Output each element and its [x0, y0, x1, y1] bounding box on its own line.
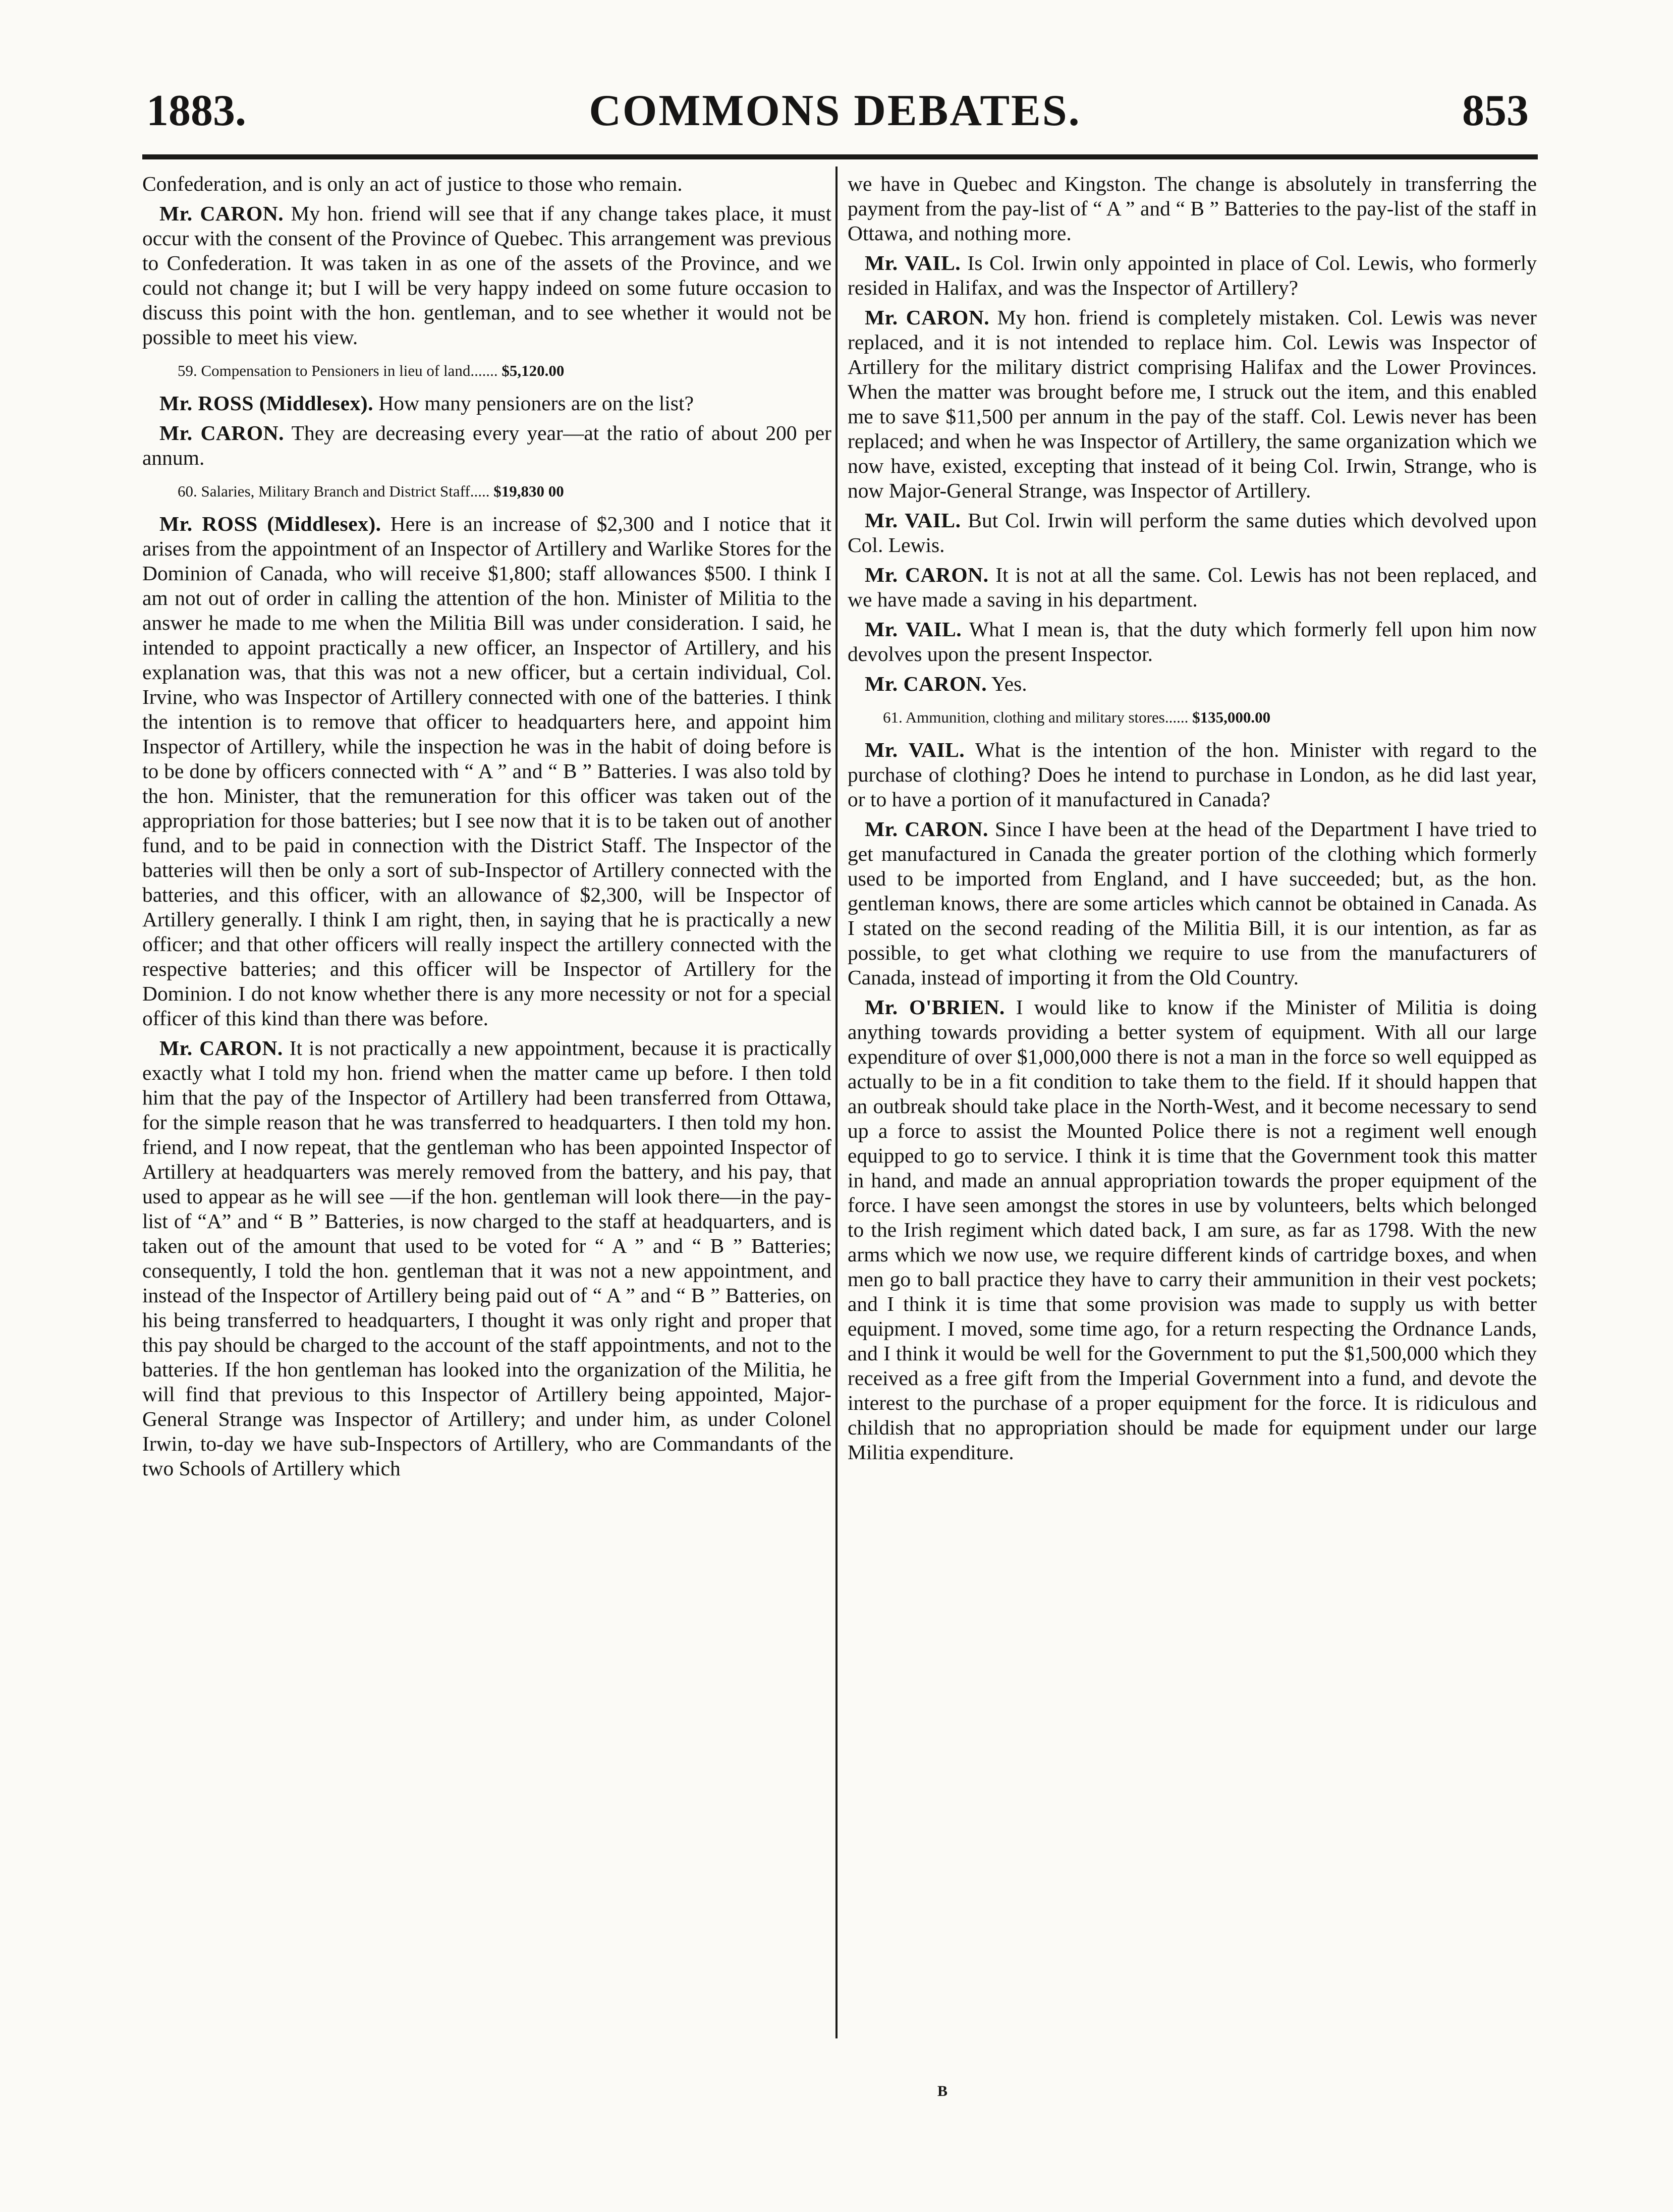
speech-paragraph	[848, 672, 1537, 696]
estimate-item	[142, 361, 831, 381]
column-divider	[835, 167, 838, 2038]
speaker-name: Mr. O'BRIEN.	[865, 996, 1005, 1019]
speaker-name: Mr. CARON.	[865, 817, 988, 841]
speaker-name: Mr. VAIL.	[865, 618, 962, 641]
item-label: 59. Compensation to Pensioners in lieu of land.......	[178, 362, 498, 379]
speech-paragraph	[848, 617, 1537, 667]
speaker-name: Mr. CARON.	[159, 202, 284, 225]
speech-text: What I mean is, that the duty which formerly fell upon him now devolves upon the present Inspector.	[848, 618, 1537, 666]
speaker-name: Mr. VAIL.	[865, 509, 961, 532]
speech-text: How many pensioners are on the list?	[378, 392, 694, 415]
speaker-name: Mr. ROSS (Middlesex).	[159, 392, 373, 415]
speaker-name: Mr. CARON.	[865, 306, 990, 329]
speech-paragraph	[142, 1036, 831, 1481]
item-label: 61. Ammunition, clothing and military stores......	[883, 708, 1189, 726]
item-amount: $135,000.00	[1192, 708, 1271, 726]
speech-paragraph	[848, 738, 1537, 812]
left-column	[142, 172, 831, 1486]
speech-paragraph	[142, 421, 831, 470]
speaker-name: Mr. CARON.	[865, 672, 987, 695]
speech-paragraph	[848, 817, 1537, 990]
page-number: 853	[1462, 86, 1529, 135]
speech-text: Since I have been at the head of the Department I have tried to get manufactured in Canada the greater portion of the clothing which formerly used to be imported from England, and I have succeeded; but, as the hon. gentleman knows, there are some articles which cannot be obtained in Canada. As I stated on the second reading of the Militia Bill, it is our intention, as far as possible, to get what clothing we require to use from the manufacturers of Canada, instead of importing it from the Old Country.	[848, 817, 1537, 989]
speech-text: My hon. friend is completely mistaken. Col. Lewis was never replaced, and it is not intended to replace him. Col. Lewis was Inspector of Artillery for the military district comprising Halifax and the Lower Provinces. When the matter was brought before me, I struck out the item, and this enabled me to save $11,500 per annum in the pay of the staff. Col. Lewis never has been replaced; and when he was Inspector of Artillery, the same organization which we now have, existed, excepting that instead of it being Col. Irwin, Strange, who is now Major-General Strange, was Inspector of Artillery.	[848, 306, 1537, 502]
speech-text: My hon. friend will see that if any change takes place, it must occur with the consent of the Province of Quebec. This arrangement was previous to Confederation. It was taken in as one of the assets of the Province, and we could not change it; but I will be very happy indeed on some future occasion to discuss this point with the hon. gentleman, and to see whether it would not be possible to meet his view.	[142, 202, 831, 349]
estimate-item	[848, 707, 1537, 728]
speech-paragraph	[142, 391, 831, 416]
speech-text: But Col. Irwin will perform the same duties which devolved upon Col. Lewis.	[848, 509, 1537, 557]
speech-paragraph	[142, 201, 831, 350]
item-amount: $5,120.00	[501, 362, 565, 379]
speech-text: They are decreasing every year—at the ratio of about 200 per annum.	[142, 421, 831, 469]
estimate-item	[142, 481, 831, 502]
speech-paragraph	[848, 305, 1537, 503]
speaker-name: Mr. CARON.	[159, 421, 285, 445]
speaker-name: Mr. CARON.	[159, 1036, 283, 1060]
speech-paragraph	[848, 563, 1537, 612]
speech-text: What is the intention of the hon. Minister with regard to the purchase of clothing? Does he intend to purchase in London, as he did last year, or to have a portion of it manufactured in Canada?	[848, 738, 1537, 811]
speech-text: Here is an increase of $2,300 and I notice that it arises from the appointment of an Inspector of Artillery and Warlike Stores for the Dominion of Canada, who will receive $1,800; staff allowances $500. I think I am not out of order in calling the attention of the hon. Minister of Militia to the answer he made to me when the Militia Bill was under consideration. I said, he intended to appoint practically a new officer, an Inspector of Artillery, and his explanation was, that this was not a new officer, but a certain individual, Col. Irvine, who was Inspector of Artillery connected with one of the batteries. I think the intention is to remove that officer to headquarters here, and appoint him Inspector of Artillery, while the inspection he was in the habit of doing before is to be done by officers connected with “ A ” and “ B ” Batteries. I was also told by the hon. Minister, that the remuneration for this officer was taken out of the appropriation for those batteries; but I see now that it is to be taken out of another fund, and to be paid in connection with the District Staff. The Inspector of the batteries will then be only a sort of sub-Inspector of Artillery connected with the batteries, and this officer, with an allowance of $2,300, will be Inspector of Artillery generally. I think I am right, then, in saying that he is practically a new officer; and that other officers will really inspect the artillery connected with the respective batteries; and this officer will be Inspector of Artillery for the Dominion. I do not know whether there is any more necessity or not for a special officer of this kind than there was before.	[142, 512, 832, 1030]
paragraph: we have in Quebec and Kingston. The change is absolutely in transferring the payment from the pay-list of “ A ” and “ B ” Batteries to the pay-list of the staff in Ottawa, and nothing more.	[848, 172, 1537, 245]
signature-mark: B	[937, 2083, 948, 2099]
speaker-name: Mr. ROSS (Middlesex).	[159, 512, 381, 535]
speech-paragraph	[848, 251, 1537, 300]
speech-text: It is not at all the same. Col. Lewis has not been replaced, and we have made a saving in his department.	[848, 563, 1537, 611]
paragraph: Confederation, and is only an act of justice to those who remain.	[142, 172, 683, 195]
speech-text: Is Col. Irwin only appointed in place of Col. Lewis, who formerly resided in Halifax, and was the Inspector of Artillery?	[848, 251, 1537, 299]
page-header	[136, 76, 1534, 146]
speech-text: It is not practically a new appointment, because it is practically exactly what I told my hon. friend when the matter came up before. I then told him that the pay of the Inspector of Artillery had been transferred from Ottawa, for the simple reason that he was transferred to headquarters. I then told my hon. friend, and I now repeat, that the gentleman who has been appointed Inspector of Artillery at headquarters was merely removed from the battery, and his pay, that used to appear as he will see —if the hon. gentleman will look there—in the pay-list of “A” and “ B ” Batteries, is now charged to the staff at headquarters, and is taken out of the amount that used to be voted for “ A ” and “ B ” Batteries; consequently, I told the hon. gentleman that it was not a new appointment, and instead of the Inspector of Artillery being paid out of “ A ” and “ B ” Batteries, on his being transferred to headquarters, I thought it was only right and proper that this pay should be charged to the account of the staff appointments, and not to the batteries. If the hon gentleman has looked into the organization of the Militia, he will find that previous to this Inspector of Artillery being appointed, Major-General Strange was Inspector of Artillery; and under him, as under Colonel Irwin, to-day we have sub-Inspectors of Artillery, who are Commandants of the two Schools of Artillery which	[142, 1036, 831, 1480]
header-rule	[142, 154, 1538, 159]
speech-text: Yes.	[991, 672, 1027, 695]
speech-paragraph	[848, 508, 1537, 558]
speaker-name: Mr. CARON.	[865, 563, 989, 586]
item-label: 60. Salaries, Military Branch and District Staff.....	[178, 482, 490, 500]
right-column	[848, 172, 1537, 1470]
speaker-name: Mr. VAIL.	[865, 738, 965, 761]
item-amount: $19,830 00	[493, 482, 564, 500]
speech-paragraph	[142, 512, 831, 1031]
header-year: 1883.	[146, 86, 246, 135]
publication-title: COMMONS DEBATES.	[589, 86, 1081, 135]
speech-text: I would like to know if the Minister of Militia is doing anything towards providing a better system of equipment. With all our large expenditure of over $1,000,000 there is not a man in the force so well equipped as actually to be in a fit condition to take them to the field. If it should happen that an outbreak should take place in the North-West, and it become necessary to send up a force to assist the Mounted Police there is not a regiment well enough equipped to go to service. I think it is time that the Government took this matter in hand, and made an annual appropriation towards the proper equipment of the force. I have seen amongst the stores in use by volunteers, belts which belonged to the Irish regiment which dated back, I am sure, as far as 1798. With the new arms which we now use, we require different kinds of cartridge boxes, and when men go to ball practice they have to carry their ammunition in their vest pockets; and I think it is time that some provision was made to supply us with better equipment. I moved, some time ago, for a return respecting the Ordnance Lands, and I think it would be well for the Government to put the $1,500,000 which they received as a free gift from the Imperial Government into a fund, and devote the interest to the purchase of a proper equipment for the force. It is ridiculous and childish that no appropriation should be made for equipment under our large Militia expenditure.	[848, 996, 1537, 1464]
speaker-name: Mr. VAIL.	[865, 251, 961, 274]
speech-paragraph	[848, 995, 1537, 1465]
